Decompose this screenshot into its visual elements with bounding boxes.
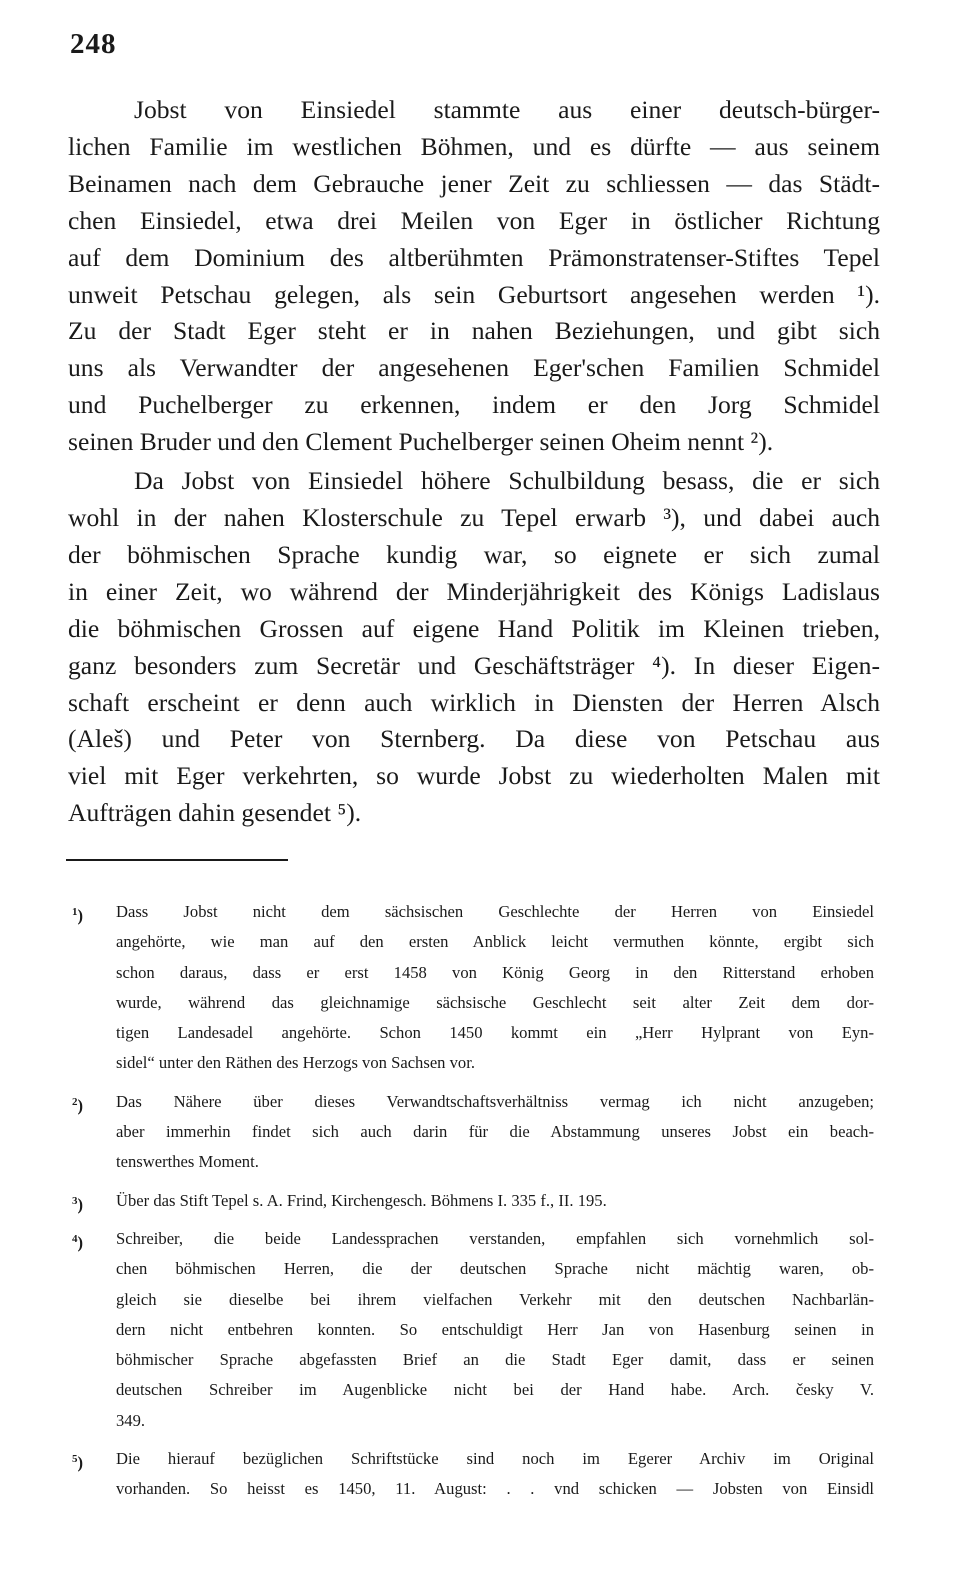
footnote-line: wurde, während das gleichnamige sächsische Geschlecht seit alter Zeit dem dor- — [116, 992, 874, 1012]
footnote-line: sidel“ unter den Räthen des Herzogs von Sachsen vor. — [116, 1053, 475, 1073]
footnote-line: Schreiber, die beide Landessprachen verstanden, empfahlen sich vornehmlich sol- — [116, 1228, 874, 1248]
text-line: Jobst von Einsiedel stammte aus einer deutsch-bürger- — [134, 95, 880, 124]
text-line: lichen Familie im westlichen Böhmen, und es dürfte — aus seinem — [68, 131, 880, 161]
footnote-number: $^5$) — [72, 1453, 84, 1473]
text-line: seinen Bruder und den Clement Puchelberger seinen Oheim nennt ²). — [68, 427, 774, 457]
text-line: viel mit Eger verkehrten, so wurde Jobst zu wiederholten Malen mit — [68, 761, 880, 791]
text-line: schaft erscheint er denn auch wirklich in Diensten der Herren Alsch — [68, 687, 880, 717]
footnote-number: $^4$) — [72, 1232, 84, 1252]
footnote-number: $^3$) — [72, 1194, 84, 1214]
text-line: Zu der Stadt Eger steht er in nahen Beziehungen, und gibt sich — [68, 316, 880, 346]
footnote-number: $^2$) — [72, 1095, 84, 1115]
text-line: unweit Petschau gelegen, als sein Geburtsort angesehen werden ¹). — [68, 279, 880, 309]
footnote-line: Die hierauf bezüglichen Schriftstücke sind noch im Egerer Archiv im Original — [116, 1449, 874, 1469]
footnote-2 — [72, 1087, 874, 1178]
main-text — [68, 92, 880, 832]
text-line: die böhmischen Grossen auf eigene Hand Politik im Kleinen trieben, — [68, 613, 880, 643]
page-number: 248 — [70, 28, 117, 60]
footnote-line: tenswerthes Moment. — [116, 1152, 259, 1172]
footnote-line: dern nicht entbehren konnten. So entschuldigt Herr Jan von Hasenburg seinen in — [116, 1319, 874, 1339]
text-line: chen Einsiedel, etwa drei Meilen von Eger in östlicher Richtung — [68, 205, 880, 235]
footnote-5 — [72, 1444, 874, 1505]
text-line: Da Jobst von Einsiedel höhere Schulbildung besass, die er sich — [134, 466, 880, 496]
text-line: Aufträgen dahin gesendet ⁵). — [68, 798, 362, 828]
text-line: in einer Zeit, wo während der Minderjährigkeit des Königs Ladislaus — [68, 576, 880, 606]
text-line: und Puchelberger zu erkennen, indem er den Jorg Schmidel — [68, 390, 880, 420]
text-line: Beinamen nach dem Gebrauche jener Zeit zu schliessen — das Städt- — [68, 168, 880, 198]
text-line: wohl in der nahen Klosterschule zu Tepel erwarb ³), und dabei auch — [68, 502, 880, 532]
footnote-line: Das Nähere über dieses Verwandtschaftsverhältniss vermag ich nicht anzugeben; — [116, 1091, 874, 1111]
footnotes — [72, 897, 874, 1513]
footnote-line: schon daraus, dass er erst 1458 von König Georg in den Ritterstand erhoben — [116, 962, 874, 982]
footnote-line: tigen Landesadel angehörte. Schon 1450 kommt ein „Herr Hylprant von Eyn- — [116, 1023, 874, 1043]
footnote-line: chen böhmischen Herren, die der deutschen Sprache nicht mächtig waren, ob- — [116, 1259, 874, 1279]
footnote-4 — [72, 1224, 874, 1436]
footnote-line: angehörte, wie man auf den ersten Anblick leicht vermuthen könnte, ergibt sich — [116, 932, 874, 952]
text-line: der böhmischen Sprache kundig war, so eignete er sich zumal — [68, 539, 880, 569]
footnote-1 — [72, 897, 874, 1079]
footnote-separator — [66, 859, 288, 861]
text-line: uns als Verwandter der angesehenen Eger'schen Familien Schmidel — [68, 353, 880, 383]
footnote-line: vorhanden. So heisst es 1450, 11. August: . . vnd schicken — Jobsten von Einsidl — [116, 1479, 874, 1499]
footnote-line: deutschen Schreiber im Augenblicke nicht bei der Hand habe. Arch. česky V. — [116, 1380, 874, 1400]
footnote-line: Dass Jobst nicht dem sächsischen Geschlechte der Herren von Einsiedel — [116, 902, 874, 921]
footnote-3 — [72, 1186, 874, 1216]
footnote-number: $^1$) — [72, 906, 84, 925]
text-line: (Aleš) und Peter von Sternberg. Da diese von Petschau aus — [68, 724, 880, 754]
footnote-line: 349. — [116, 1410, 146, 1430]
footnote-line: böhmischer Sprache abgefassten Brief an die Stadt Eger damit, dass er seinen — [116, 1350, 874, 1370]
footnote-line: gleich sie dieselbe bei ihrem vielfachen Verkehr mit den deutschen Nachbarlän- — [116, 1289, 874, 1309]
text-line: ganz besonders zum Secretär und Geschäftsträger ⁴). In dieser Eigen- — [68, 650, 880, 680]
footnote-line: Über das Stift Tepel s. A. Frind, Kirchengesch. Böhmens I. 335 f., II. 195. — [116, 1190, 607, 1210]
text-line: auf dem Dominium des altberühmten Prämonstratenser-Stiftes Tepel — [68, 242, 880, 272]
footnote-line: aber immerhin findet sich auch darin für die Abstammung unseres Jobst ein beach- — [116, 1122, 874, 1142]
